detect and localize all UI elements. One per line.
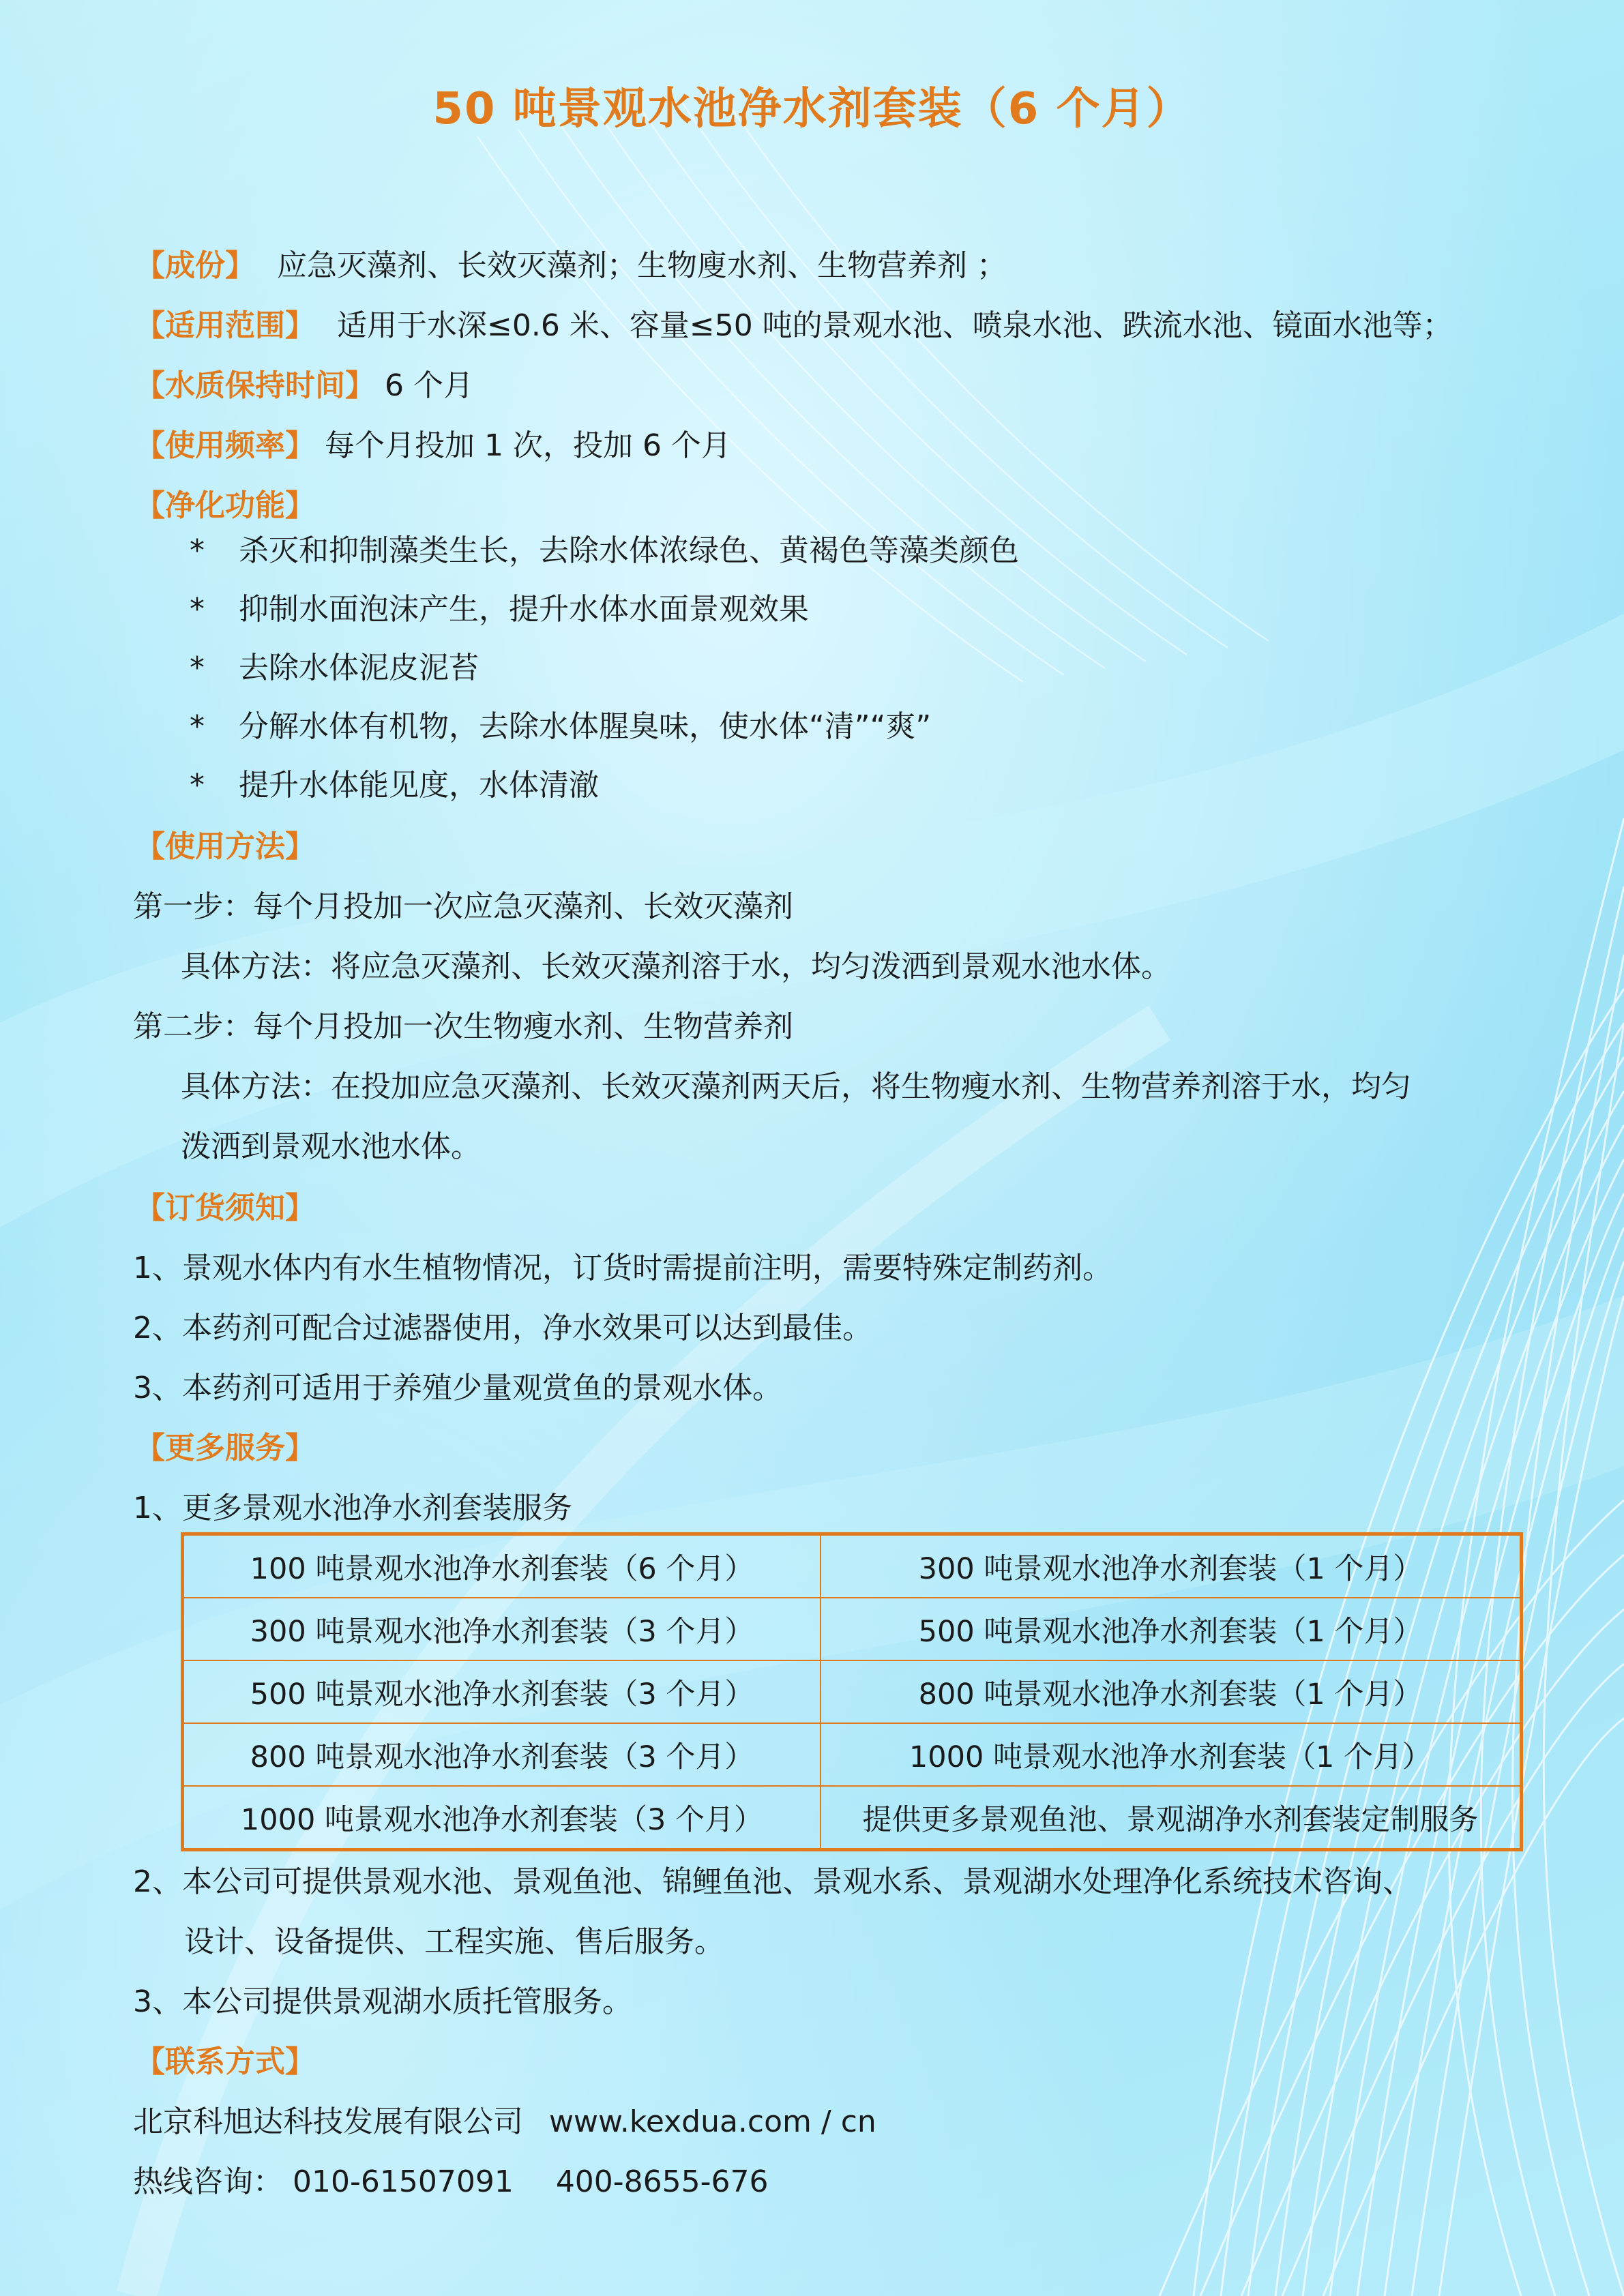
function-item	[190, 531, 1019, 571]
page-title: 50 吨景观水池净水剂套装（6 个月）	[432, 84, 1192, 134]
bullet-mark: *	[190, 768, 205, 803]
table-cell: 300 吨景观水池净水剂套装（3 个月）	[183, 1598, 821, 1660]
table-row	[183, 1534, 1522, 1598]
contact-company-row	[133, 2102, 876, 2143]
retention-label: 【水质保持时间】	[135, 368, 375, 403]
table-cell: 500 吨景观水池净水剂套装（3 个月）	[183, 1660, 821, 1723]
retention-row	[135, 366, 473, 406]
contact-heading: 【联系方式】	[135, 2044, 315, 2079]
ordering-heading: 【订货须知】	[135, 1191, 315, 1225]
function-item-text: 分解水体有机物，去除水体腥臭味，使水体“清”“爽”	[239, 709, 932, 744]
composition-label: 【成份】	[135, 248, 255, 283]
table-cell: 1000 吨景观水池净水剂套装（1 个月）	[821, 1723, 1522, 1786]
frequency-label: 【使用频率】	[135, 428, 315, 463]
frequency-row	[135, 426, 731, 466]
phone-number-1: 010-61507091	[293, 2164, 514, 2199]
function-item-text: 去除水体泥皮泥苔	[239, 651, 479, 685]
usage-step2-detail: 具体方法：在投加应急灭藻剂、长效灭藻剂两天后，将生物瘦水剂、生物营养剂溶于水，均匀	[181, 1069, 1411, 1104]
usage-step2-detail-cont: 泼洒到景观水池水体。	[181, 1129, 481, 1164]
services-item2-cont: 设计、设备提供、工程实施、售后服务。	[184, 1924, 724, 1959]
usage-heading: 【使用方法】	[135, 829, 315, 864]
bullet-mark: *	[190, 651, 205, 685]
website-link[interactable]: www.kexdua.com / cn	[549, 2104, 876, 2139]
hotline-label: 热线咨询：	[133, 2164, 283, 2199]
frequency-text: 每个月投加 1 次，投加 6 个月	[325, 428, 731, 463]
scope-label: 【适用范围】	[135, 308, 315, 343]
phone-number-2: 400-8655-676	[555, 2164, 769, 2199]
ordering-item: 3、本药剂可适用于养殖少量观赏鱼的景观水体。	[133, 1371, 782, 1405]
company-name: 北京科旭达科技发展有限公司	[133, 2104, 523, 2139]
function-item	[190, 706, 931, 747]
table-row	[183, 1598, 1522, 1660]
services-table	[181, 1532, 1523, 1851]
bullet-mark: *	[190, 592, 205, 627]
ordering-item: 1、景观水体内有水生植物情况，订货时需提前注明，需要特殊定制药剂。	[133, 1251, 1112, 1285]
function-item-text: 杀灭和抑制藻类生长，去除水体浓绿色、黄褐色等藻类颜色	[239, 533, 1019, 568]
functions-heading: 【净化功能】	[135, 488, 315, 523]
composition-row	[135, 245, 1007, 286]
table-row	[183, 1723, 1522, 1786]
function-item-text: 抑制水面泡沫产生，提升水体水面景观效果	[239, 592, 809, 627]
scope-text: 适用于水深≤0.6 米、容量≤50 吨的景观水池、喷泉水池、跌流水池、镜面水池等；	[337, 308, 1453, 343]
retention-text: 6 个月	[385, 368, 473, 403]
scope-row	[135, 305, 1453, 346]
services-item2: 2、本公司可提供景观水池、景观鱼池、锦鲤鱼池、景观水系、景观湖水处理净化系统技术咨询、	[133, 1864, 1413, 1899]
table-cell: 1000 吨景观水池净水剂套装（3 个月）	[183, 1786, 821, 1850]
usage-step1: 第一步：每个月投加一次应急灭藻剂、长效灭藻剂	[133, 889, 793, 924]
usage-step2: 第二步：每个月投加一次生物瘦水剂、生物营养剂	[133, 1009, 793, 1044]
function-item	[190, 648, 479, 689]
services-item3: 3、本公司提供景观湖水质托管服务。	[133, 1984, 632, 2019]
function-item	[190, 765, 599, 806]
table-cell: 800 吨景观水池净水剂套装（1 个月）	[821, 1660, 1522, 1723]
services-heading: 【更多服务】	[135, 1431, 315, 1465]
function-item-text: 提升水体能见度，水体清澈	[239, 768, 599, 803]
bullet-mark: *	[190, 709, 205, 744]
table-cell: 提供更多景观鱼池、景观湖净水剂套装定制服务	[821, 1786, 1522, 1850]
services-intro: 1、更多景观水池净水剂套装服务	[133, 1491, 572, 1525]
function-item	[190, 589, 809, 630]
table-row	[183, 1660, 1522, 1723]
table-cell: 800 吨景观水池净水剂套装（3 个月）	[183, 1723, 821, 1786]
ordering-item: 2、本药剂可配合过滤器使用，净水效果可以达到最佳。	[133, 1311, 872, 1345]
contact-hotline-row	[133, 2162, 769, 2203]
table-row	[183, 1786, 1522, 1850]
table-cell: 500 吨景观水池净水剂套装（1 个月）	[821, 1598, 1522, 1660]
usage-step1-detail: 具体方法：将应急灭藻剂、长效灭藻剂溶于水，均匀泼洒到景观水池水体。	[181, 949, 1171, 984]
composition-text: 应急灭藻剂、长效灭藻剂；生物廋水剂、生物营养剂 ；	[277, 248, 1007, 283]
table-cell: 300 吨景观水池净水剂套装（1 个月）	[821, 1534, 1522, 1598]
table-cell: 100 吨景观水池净水剂套装（6 个月）	[183, 1534, 821, 1598]
bullet-mark: *	[190, 533, 205, 568]
